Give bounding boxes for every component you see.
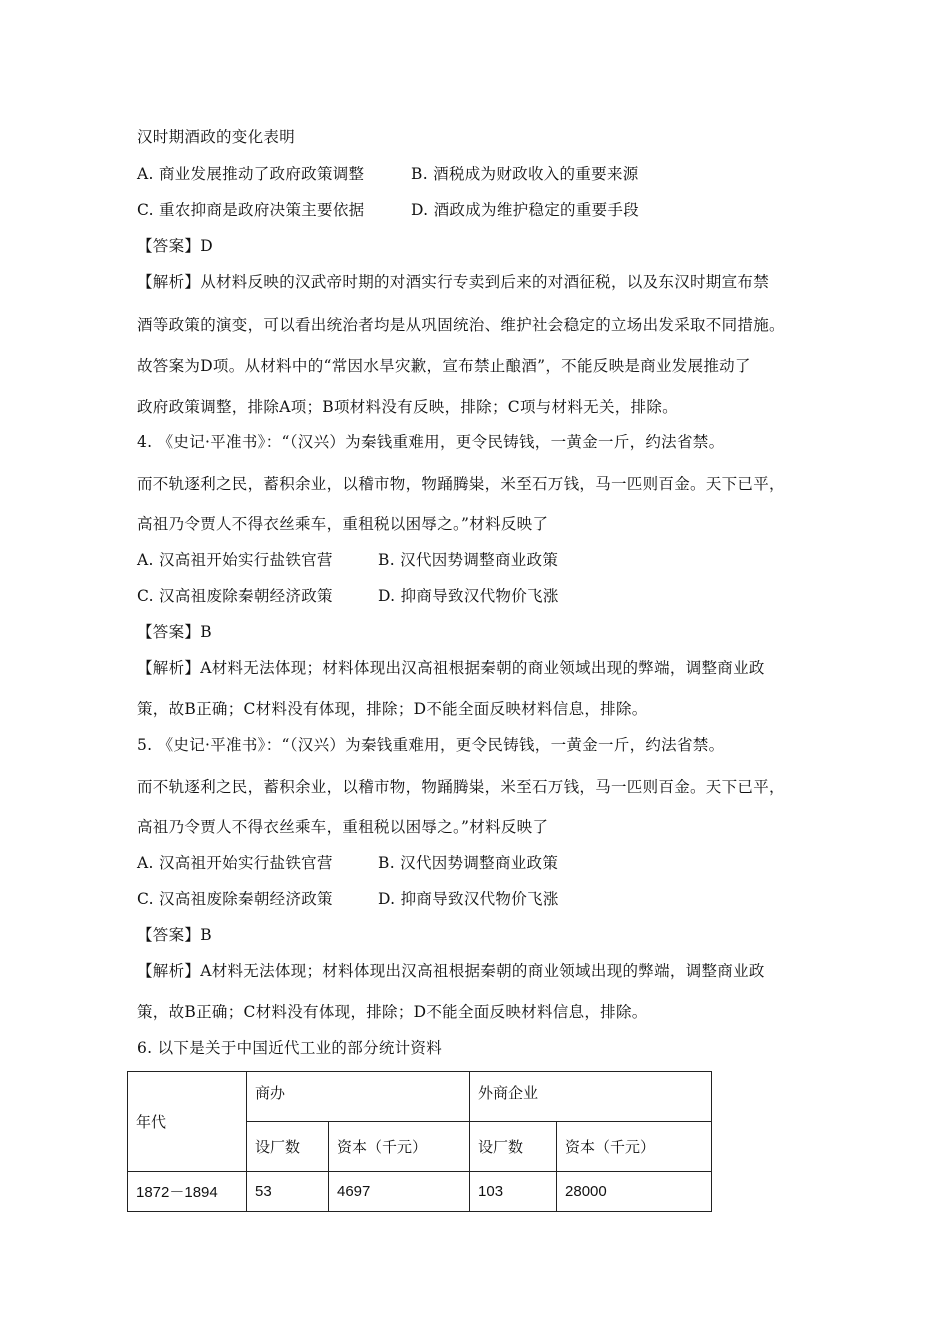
subheader-capital: 资本（千元） bbox=[329, 1122, 470, 1172]
q4-stem-line: 高祖乃令贾人不得衣丝乘车，重租税以困辱之。”材料反映了 bbox=[137, 515, 549, 533]
q5-option-b: B. 汉代因势调整商业政策 bbox=[378, 854, 559, 872]
q4-option-b: B. 汉代因势调整商业政策 bbox=[378, 551, 559, 569]
q3-analysis-line: 【解析】从材料反映的汉武帝时期的对酒实行专卖到后来的对酒征税，以及东汉时期宣布禁 bbox=[137, 273, 770, 291]
q5-analysis-line: 【解析】A材料无法体现；材料体现出汉高祖根据秦朝的商业领域出现的弊端，调整商业政 bbox=[137, 962, 765, 980]
header-group-foreign: 外商企业 bbox=[470, 1072, 712, 1122]
cell-foreign-capital: 28000 bbox=[557, 1172, 712, 1212]
header-era: 年代 bbox=[128, 1072, 247, 1172]
cell-era: 1872－1894 bbox=[128, 1172, 247, 1212]
q5-analysis-line: 策，故B正确；C材料没有体现，排除；D不能全面反映材料信息，排除。 bbox=[137, 1003, 648, 1021]
q5-option-d: D. 抑商导致汉代物价飞涨 bbox=[378, 890, 559, 908]
q3-option-d: D. 酒政成为维护稳定的重要手段 bbox=[411, 201, 640, 219]
q5-option-c: C. 汉高祖废除秦朝经济政策 bbox=[137, 890, 333, 908]
q3-options-row-1 bbox=[137, 164, 837, 184]
q3-analysis-line: 酒等政策的演变，可以看出统治者均是从巩固统治、维护社会稳定的立场出发采取不同措施。 bbox=[137, 316, 785, 334]
q4-options-row-1 bbox=[137, 550, 837, 570]
q3-analysis-line: 政府政策调整，排除A项；B项材料没有反映，排除；C项与材料无关，排除。 bbox=[137, 398, 678, 416]
table-row bbox=[128, 1172, 712, 1212]
q6-stem: 6. 以下是关于中国近代工业的部分统计资料 bbox=[137, 1039, 443, 1057]
q4-analysis-line: 策，故B正确；C材料没有体现，排除；D不能全面反映材料信息，排除。 bbox=[137, 700, 648, 718]
q4-options-row-2 bbox=[137, 586, 837, 606]
q4-stem-line: 4. 《史记·平准书》：“（汉兴）为秦钱重难用，更令民铸钱，一黄金一斤，约法省禁。 bbox=[137, 433, 725, 451]
subheader-factories: 设厂数 bbox=[247, 1122, 329, 1172]
cell-commercial-factories: 53 bbox=[247, 1172, 329, 1212]
q4-analysis-line: 【解析】A材料无法体现；材料体现出汉高祖根据秦朝的商业领域出现的弊端，调整商业政 bbox=[137, 659, 765, 677]
q4-stem-line: 而不轨逐利之民，蓄积余业，以稽市物，物踊腾粜，米至石万钱，马一匹则百金。天下已平， bbox=[137, 475, 785, 493]
q3-option-a: A. 商业发展推动了政府政策调整 bbox=[137, 165, 365, 183]
cell-commercial-capital: 4697 bbox=[329, 1172, 470, 1212]
cell-foreign-factories: 103 bbox=[470, 1172, 557, 1212]
subheader-capital: 资本（千元） bbox=[557, 1122, 712, 1172]
header-group-commercial: 商办 bbox=[247, 1072, 470, 1122]
q3-answer: 【答案】D bbox=[137, 237, 213, 255]
q5-answer: 【答案】B bbox=[137, 926, 212, 944]
q5-options-row-2 bbox=[137, 889, 837, 909]
q5-options-row-1 bbox=[137, 853, 837, 873]
q3-stem: 汉时期酒政的变化表明 bbox=[137, 128, 296, 146]
q5-stem-line: 高祖乃令贾人不得衣丝乘车，重租税以困辱之。”材料反映了 bbox=[137, 818, 549, 836]
q4-answer: 【答案】B bbox=[137, 623, 212, 641]
q3-option-c: C. 重农抑商是政府决策主要依据 bbox=[137, 201, 365, 219]
q5-option-a: A. 汉高祖开始实行盐铁官营 bbox=[137, 854, 333, 872]
q5-stem-line: 5. 《史记·平准书》：“（汉兴）为秦钱重难用，更令民铸钱，一黄金一斤，约法省禁。 bbox=[137, 736, 725, 754]
q4-option-a: A. 汉高祖开始实行盐铁官营 bbox=[137, 551, 333, 569]
subheader-factories: 设厂数 bbox=[470, 1122, 557, 1172]
q4-option-d: D. 抑商导致汉代物价飞涨 bbox=[378, 587, 559, 605]
industry-stats-table bbox=[127, 1071, 712, 1212]
table-header-row bbox=[128, 1072, 712, 1122]
q3-options-row-2 bbox=[137, 200, 837, 220]
q3-analysis-line: 故答案为D项。从材料中的“常因水旱灾歉，宣布禁止酿酒”，不能反映是商业发展推动了 bbox=[137, 357, 751, 375]
q5-stem-line: 而不轨逐利之民，蓄积余业，以稽市物，物踊腾粜，米至石万钱，马一匹则百金。天下已平， bbox=[137, 778, 785, 796]
q3-option-b: B. 酒税成为财政收入的重要来源 bbox=[411, 165, 639, 183]
q4-option-c: C. 汉高祖废除秦朝经济政策 bbox=[137, 587, 333, 605]
